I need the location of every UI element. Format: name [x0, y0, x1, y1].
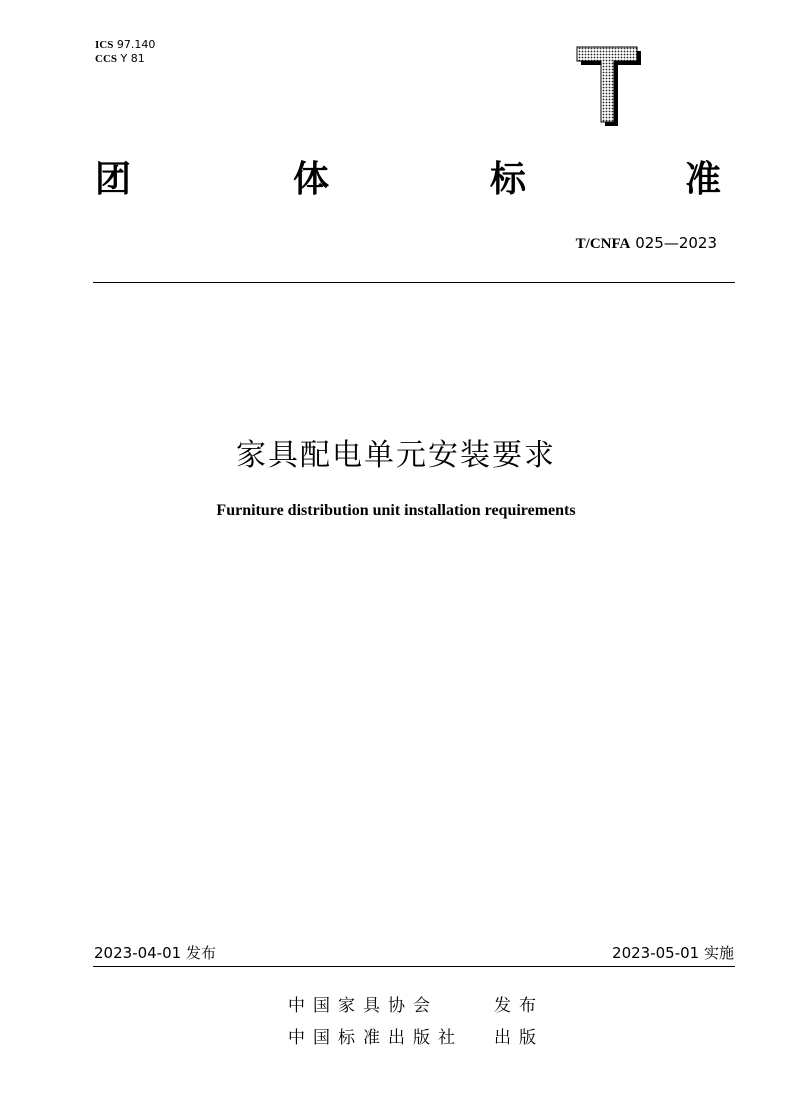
title-english: Furniture distribution unit installation requirements: [216, 502, 576, 519]
issuer-block: [288, 990, 544, 1054]
publish-date: 2023-04-01 发布: [94, 944, 216, 962]
standard-type-char: 准: [685, 159, 722, 200]
title-chinese: 家具配电单元安装要求: [236, 438, 556, 473]
ics-label: ICS: [95, 39, 114, 51]
issuer-org: 中国家具协会: [288, 996, 438, 1016]
standard-type-char: 团: [95, 159, 132, 200]
issuer-row: [288, 990, 544, 1022]
top-divider: [93, 282, 735, 283]
ics-code: 97.140: [116, 38, 156, 51]
ccs-code: Y 81: [120, 52, 145, 65]
t-logo-icon: [572, 44, 642, 128]
publisher-org: 中国标准出版社: [288, 1028, 463, 1048]
bottom-divider: [93, 966, 735, 967]
standard-type-heading: [95, 158, 725, 202]
ccs-label: CCS: [95, 53, 118, 65]
standard-number-prefix: T/CNFA: [575, 236, 631, 252]
standard-number-code: 025—2023: [635, 234, 717, 252]
ics-line: [95, 38, 155, 52]
standard-number: [576, 234, 717, 253]
implement-date: 2023-05-01 实施: [612, 944, 734, 962]
standard-type-char: 标: [490, 159, 527, 200]
publisher-action: 出版: [494, 1028, 544, 1048]
ccs-line: [95, 52, 155, 66]
standard-type-char: 体: [293, 159, 330, 200]
publisher-row: [288, 1022, 544, 1054]
issuer-action: 发布: [494, 996, 544, 1016]
classification-codes: [95, 38, 155, 66]
